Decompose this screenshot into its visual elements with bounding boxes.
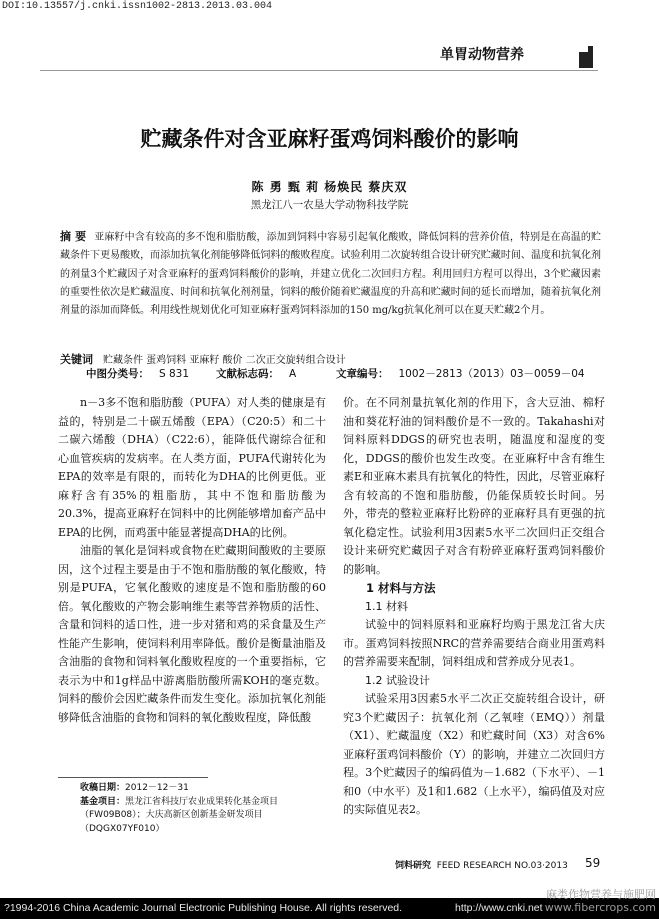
keywords-label: 关键词 [60,353,93,366]
body-paragraph: n－3多不饱和脂肪酸（PUFA）对人类的健康是有益的，特别是二十碳五烯酸（EPA）（C20:5）和二十二碳六烯酸（DHA）（C22:6），能降低代谢综合征和心血管疾病的发病率。在人类方面，PUFA代谢转化为EPA的效率是有限的，而转化为DHA的比例更低。亚麻籽含有35%的粗脂肪，其中不饱和脂肪酸为20.3%，提高亚麻籽在饲料中的比例能够增加畜产品中EPA的比例，而鸡蛋中能显著提高DHA的比例。 [58,396,326,539]
footnote-divider [58,777,208,778]
article-number [336,366,585,381]
clc-value: S 831 [159,368,190,380]
doi-text: DOI:10.13557/j.cnki.issn1002-2813.2013.03.004 [2,1,273,12]
affiliation: 黑龙江八一农垦大学动物科技学院 [250,199,409,211]
subsection-heading: 1.2 试验设计 [365,673,430,687]
keywords-text: 贮藏条件 蛋鸡饲料 亚麻籽 酸价 二次正交旋转组合设计 [103,355,346,366]
body-paragraph: 试验采用3因素5水平二次正交旋转组合设计，研究3个贮藏因子：抗氧化剂（乙氧喹（EMQ））剂量（X1）、贮藏温度（X2）和贮藏时间（X3）对含6%亚麻籽蛋鸡饲料酸价（Y）的影响，并建立二次回归方程。3个贮藏因子的编码值为－1.682（下水平）、－1和0（中水平）及1和1.682（上水平），编码值及对应的实际值见表2。 [343,692,605,816]
doc-code-value: A [289,368,297,380]
doc-code [216,366,296,381]
article-title: 贮藏条件对含亚麻籽蛋鸡饲料酸价的影响 [140,127,519,151]
copyright-text: ?1994-2016 China Academic Journal Electronic Publishing House. All rights reserved. [4,902,403,914]
abstract-text: 亚麻籽中含有较高的多不饱和脂肪酸，添加到饲料中容易引起氧化酸败，降低饲料的营养价值，特别是在高温的贮藏条件下更易酸败，而添加抗氧化剂能够降低饲料的酸败程度。试验利用二次旋转组合设计研究贮藏时间、温度和抗氧化剂的剂量3个贮藏因子对含亚麻籽的蛋鸡饲料酸价的影响，并建立优化二次回归方程。利用回归方程可以得出，3个贮藏因素的重要性依次是贮藏温度、时间和抗氧化剂剂量，饲料的酸价随着贮藏温度的升高和贮藏时间的延长而增加，随着抗氧化剂剂量的添加而降低。利用线性规划优化可知亚麻籽蛋鸡饲料添加的150 mg/kg抗氧化剂可以在夏天贮藏2个月。 [60,232,601,317]
column-left [58,394,326,727]
body-paragraph: 价。在不同剂量抗氧化剂的作用下，含大豆油、棉籽油和葵花籽油的饲料酸价是不一致的。Takahashi对饲料原料DDGS的研究也表明，随温度和湿度的变化，DDGS的酸价也发生改变。在亚麻籽中含有维生素E和亚麻木素具有抗氧化的特性，因此，尽管亚麻籽含有较高的不饱和脂肪酸，仍能保质较长时间。另外，带壳的整粒亚麻籽比粉碎的亚麻籽具有更强的抗氧化稳定性。试验利用3因素5水平二次回归正交组合设计来研究贮藏因子对含有粉碎亚麻籽蛋鸡饲料酸价的影响。 [343,396,605,576]
section-heading: 1 材料与方法 [366,581,436,595]
section-label: 单胃动物营养 [440,47,524,63]
body-paragraph: 油脂的氧化是饲料或食物在贮藏期间酸败的主要原因，这个过程主要是由于不饱和脂肪酸的氧化酸败，特别是PUFA，它氧化酸败的速度是不饱和脂肪酸的60倍。氧化酸败的产物会影响维生素等营养物质的活性、含量和饲料的适口性，进一步对猪和鸡的采食量及生产性能产生影响，使饲料利用率降低。酸价是衡量油脂及含油脂的食物和饲料氧化酸败程度的一个重要指标，它表示为中和1g样品中游离脂肪酸所需KOH的毫克数。饲料的酸价会因贮藏条件而发生变化。添加抗氧化剂能够降低含油脂的食物和饲料的氧化酸败程度，降低酸 [58,544,326,724]
watermark-line1: 麻类作物营养与施肥网 [546,888,656,901]
abstract-label: 摘 要 [60,230,87,243]
column-right [343,394,605,820]
author-list: 陈 勇 甄 莉 杨焕民 蔡庆双 [251,180,408,194]
body-paragraph: 试验中的饲料原料和亚麻籽均购于黑龙江省大庆市。蛋鸡饲料按照NRC的营养需要结合商业用蛋鸡料的营养需要来配制，饲料组成和营养成分见表1。 [343,618,605,668]
cnki-link[interactable]: http://www.cnki.net [455,902,543,914]
section-mark-icon [579,46,593,68]
journal-name-cn: 饲料研究 [395,861,432,871]
header-divider [40,70,598,71]
journal-name-en: FEED RESEARCH NO.03·2013 [436,861,568,871]
footer-journal [395,858,568,871]
article-number-label: 文章编号： [336,368,389,380]
article-number-value: 1002－2813（2013）03－0059－04 [398,368,585,380]
abstract-block [60,228,601,320]
page-number: 59 [585,856,601,870]
fund-project: 基金项目：黑龙江省科技厅农业成果转化基金项目（FW09B08）；大庆高新区创新基金研发项目（DQGX07YF010） [80,796,279,834]
footnote [80,782,330,836]
clc-number [86,366,189,381]
clc-label: 中图分类号： [86,368,149,380]
watermark-line2: www.fibercrops.com [544,901,656,914]
watermark [520,888,656,914]
received-date: 收稿日期：2012－12－31 [80,783,189,793]
doc-code-label: 文献标志码： [216,368,279,380]
subsection-heading: 1.1 材料 [365,599,408,613]
